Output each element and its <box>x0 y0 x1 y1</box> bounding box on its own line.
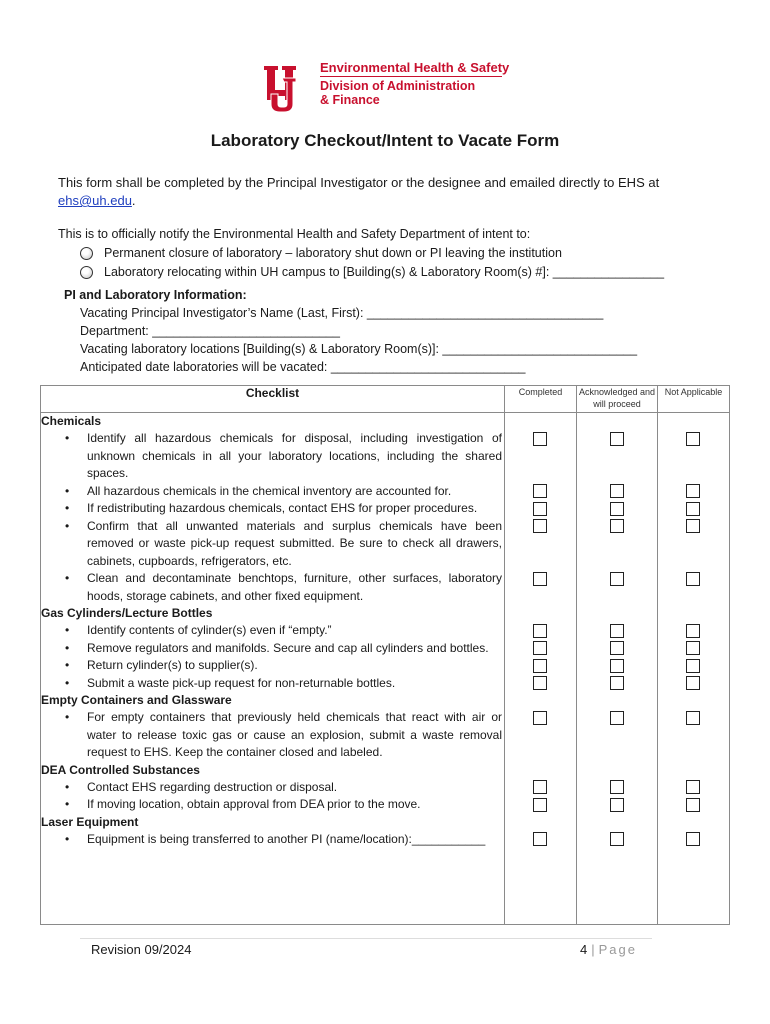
pi-info-heading: PI and Laboratory Information: <box>64 288 247 302</box>
not-applicable-checkbox[interactable] <box>686 519 700 533</box>
uh-logo-icon <box>262 64 314 114</box>
lab-locations-field[interactable]: Vacating laboratory locations [Building(s) & Laboratory Room(s)]: ____________________________ <box>80 342 638 356</box>
checklist-item: • Identify all hazardous chemicals for disposal, including investigation of unknown chemicals in all your laboratory locations, including the shared spaces. <box>41 430 504 483</box>
footer-rule <box>80 938 652 939</box>
completed-checkbox[interactable] <box>533 519 547 533</box>
form-title: Laboratory Checkout/Intent to Vacate Form <box>210 131 560 150</box>
not-applicable-checkbox[interactable] <box>686 676 700 690</box>
intro-period: . <box>131 193 136 208</box>
completed-checkbox[interactable] <box>533 676 547 690</box>
option-label: Permanent closure of laboratory – laboratory shut down or PI leaving the institution <box>104 246 562 260</box>
acknowledged-checkbox[interactable] <box>610 432 624 446</box>
department-field[interactable]: Department: ___________________________ <box>80 324 340 338</box>
intro-paragraph <box>58 174 718 210</box>
completed-checkbox[interactable] <box>533 624 547 638</box>
acknowledged-checkbox[interactable] <box>610 659 624 673</box>
acknowledged-checkbox[interactable] <box>610 711 624 725</box>
completed-checkbox[interactable] <box>533 659 547 673</box>
completed-checkbox[interactable] <box>533 502 547 516</box>
acknowledged-checkbox[interactable] <box>610 519 624 533</box>
page-indicator <box>580 942 637 957</box>
not-applicable-column <box>658 413 730 925</box>
completed-checkbox[interactable] <box>533 484 547 498</box>
acknowledged-checkbox[interactable] <box>610 676 624 690</box>
acknowledged-checkbox[interactable] <box>610 572 624 586</box>
checklist-item: • All hazardous chemicals in the chemical inventory are accounted for. <box>41 483 504 501</box>
option-permanent-closure[interactable] <box>80 246 562 260</box>
completed-checkbox[interactable] <box>533 432 547 446</box>
not-applicable-checkbox[interactable] <box>686 484 700 498</box>
logo-rule <box>320 76 502 77</box>
acknowledged-checkbox[interactable] <box>610 641 624 655</box>
pi-name-field[interactable]: Vacating Principal Investigator’s Name (Last, First): __________________________________ <box>80 306 604 320</box>
not-applicable-checkbox[interactable] <box>686 711 700 725</box>
checklist-item: • Clean and decontaminate benchtops, furniture, other surfaces, laboratory hoods, storage cabinets, and other fixed equipment. <box>41 570 504 605</box>
acknowledged-checkbox[interactable] <box>610 798 624 812</box>
acknowledged-checkbox[interactable] <box>610 780 624 794</box>
not-applicable-checkbox[interactable] <box>686 659 700 673</box>
completed-checkbox[interactable] <box>533 711 547 725</box>
ehs-email-link[interactable]: ehs@uh.edu <box>58 193 132 208</box>
checklist-header: Checklist <box>41 386 505 413</box>
notify-text: This is to officially notify the Environmental Health and Safety Department of intent to: <box>58 227 531 241</box>
radio-button[interactable] <box>80 266 93 279</box>
intro-text: This form shall be completed by the Principal Investigator or the designee and emailed directly to EHS at <box>58 175 660 190</box>
section-title-gas-cylinders: Gas Cylinders/Lecture Bottles <box>41 606 213 620</box>
completed-header: Completed <box>505 386 577 413</box>
option-label: Laboratory relocating within UH campus to [Building(s) & Laboratory Room(s) #]: ________________ <box>104 265 665 279</box>
radio-button[interactable] <box>80 247 93 260</box>
logo-org-line3: & Finance <box>320 93 380 107</box>
page-word: Page <box>598 942 637 957</box>
not-applicable-checkbox[interactable] <box>686 572 700 586</box>
acknowledged-checkbox[interactable] <box>610 484 624 498</box>
checklist-item: • Confirm that all unwanted materials and surplus chemicals have been removed or waste pick-up request submitted. Be sure to check all drawers, cabinets, cupboards, refrigerators, etc. <box>41 518 504 571</box>
checklist-item: • Identify contents of cylinder(s) even if “empty.” <box>41 622 504 640</box>
not-applicable-checkbox[interactable] <box>686 832 700 846</box>
section-title-laser: Laser Equipment <box>41 814 139 829</box>
completed-checkbox[interactable] <box>533 780 547 794</box>
revision-label: Revision 09/2024 <box>91 942 192 957</box>
section-title-empty-containers: Empty Containers and Glassware <box>41 693 232 707</box>
section-title-dea: DEA Controlled Substances <box>41 762 200 777</box>
checklist-item: • For empty containers that previously held chemicals that react with air or water to release toxic gas or cause an explosion, submit a waste removal request to EHS. Keep the container closed and labeled. <box>41 709 504 762</box>
not-applicable-header: Not Applicable <box>658 386 730 413</box>
acknowledged-column <box>577 413 658 925</box>
option-relocating[interactable] <box>80 265 664 279</box>
completed-column <box>505 413 577 925</box>
not-applicable-checkbox[interactable] <box>686 432 700 446</box>
acknowledged-header: Acknowledged and will proceed <box>577 386 658 413</box>
page-separator: | <box>591 942 595 957</box>
checklist-table <box>40 385 730 925</box>
not-applicable-checkbox[interactable] <box>686 798 700 812</box>
checklist-items <box>41 413 505 925</box>
logo-org-line2: Division of Administration <box>320 79 476 93</box>
completed-checkbox[interactable] <box>533 641 547 655</box>
acknowledged-checkbox[interactable] <box>610 502 624 516</box>
not-applicable-checkbox[interactable] <box>686 780 700 794</box>
acknowledged-checkbox[interactable] <box>610 624 624 638</box>
checklist-item: • Submit a waste pick-up request for non-returnable bottles. <box>41 675 504 693</box>
completed-checkbox[interactable] <box>533 798 547 812</box>
completed-checkbox[interactable] <box>533 832 547 846</box>
not-applicable-checkbox[interactable] <box>686 624 700 638</box>
checklist-item: • If redistributing hazardous chemicals, contact EHS for proper procedures. <box>41 500 504 518</box>
not-applicable-checkbox[interactable] <box>686 641 700 655</box>
vacate-date-field[interactable]: Anticipated date laboratories will be vacated: ____________________________ <box>80 360 526 374</box>
checklist-item: • Equipment is being transferred to another PI (name/location):___________ <box>41 831 504 849</box>
checklist-item: • If moving location, obtain approval from DEA prior to the move. <box>41 796 504 814</box>
page-number: 4 <box>580 942 588 957</box>
checklist-item: • Contact EHS regarding destruction or disposal. <box>41 779 504 797</box>
not-applicable-checkbox[interactable] <box>686 502 700 516</box>
uh-ehs-logo <box>262 60 522 116</box>
logo-org-line1: Environmental Health & Safety <box>320 60 510 75</box>
section-title-chemicals: Chemicals <box>41 414 102 428</box>
checklist-item: • Remove regulators and manifolds. Secure and cap all cylinders and bottles. <box>41 640 504 658</box>
acknowledged-checkbox[interactable] <box>610 832 624 846</box>
completed-checkbox[interactable] <box>533 572 547 586</box>
checklist-item: • Return cylinder(s) to supplier(s). <box>41 657 504 675</box>
